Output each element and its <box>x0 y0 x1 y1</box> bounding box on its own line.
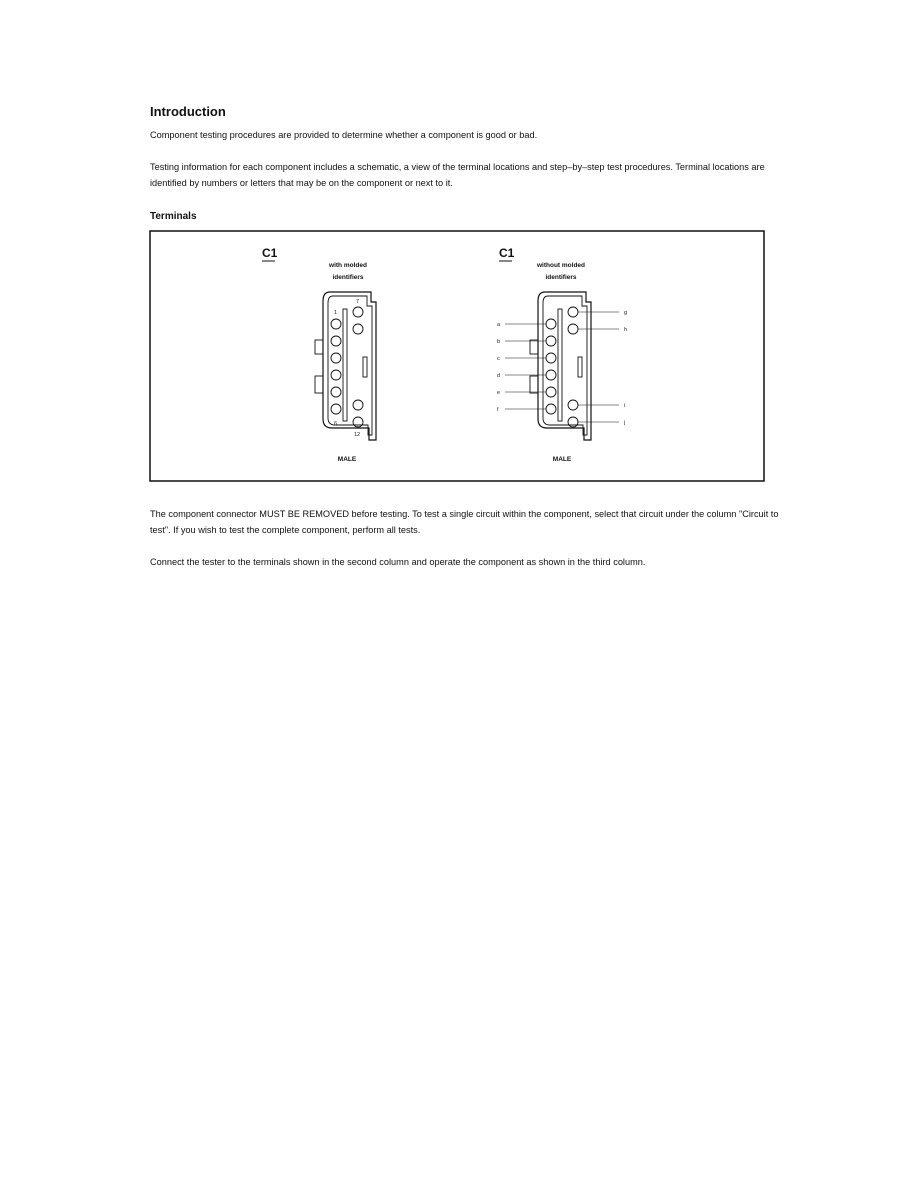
intro-paragraph-2: Testing information for each component includes a schematic, a view of the terminal locations and step–by–step test procedures. Terminal locations are identified by numbers or letters that may be on the component or next to it. <box>150 162 765 188</box>
left-connector-title: C1 <box>262 246 278 260</box>
left-pin-label-7: 7 <box>356 299 360 305</box>
pin-label-b: b <box>497 339 501 345</box>
right-male-label: MALE <box>552 456 572 463</box>
intro-paragraph-1: Component testing procedures are provided to determine whether a component is good or bad. <box>150 130 538 140</box>
pin-label-j: j <box>624 420 626 426</box>
terminals-heading: Terminals <box>150 211 197 222</box>
left-male-label: MALE <box>337 456 357 463</box>
pin-label-h: h <box>624 327 628 333</box>
introduction-heading: Introduction <box>150 104 226 119</box>
terminals-figure <box>149 230 765 482</box>
left-caption-line1: with molded <box>329 262 367 269</box>
right-caption-line1: without molded <box>536 262 586 269</box>
pin-label-a: a <box>497 322 501 328</box>
right-connector-title: C1 <box>499 246 515 260</box>
left-caption-line2: identifiers <box>332 274 364 281</box>
pin-label-f: f <box>497 407 499 413</box>
right-caption-line2: identifiers <box>545 274 577 281</box>
left-pin-label-1: 1 <box>334 310 338 316</box>
tester-connection-paragraph: Connect the tester to the terminals shown in the second column and operate the component as shown in the third column. <box>150 557 646 567</box>
left-pin-label-6: 6 <box>334 421 338 427</box>
pin-label-i: i <box>624 403 626 409</box>
removal-instruction-paragraph: The component connector MUST BE REMOVED before testing. To test a single circuit within the component, select that circuit under the column "Circuit to test". If you wish to test the complete component, perform all tests. <box>150 509 779 535</box>
pin-label-d: d <box>497 373 501 379</box>
left-pin-label-12: 12 <box>354 432 361 438</box>
pin-label-e: e <box>497 390 501 396</box>
pin-label-c: c <box>497 356 500 362</box>
pin-label-g: g <box>624 310 628 316</box>
